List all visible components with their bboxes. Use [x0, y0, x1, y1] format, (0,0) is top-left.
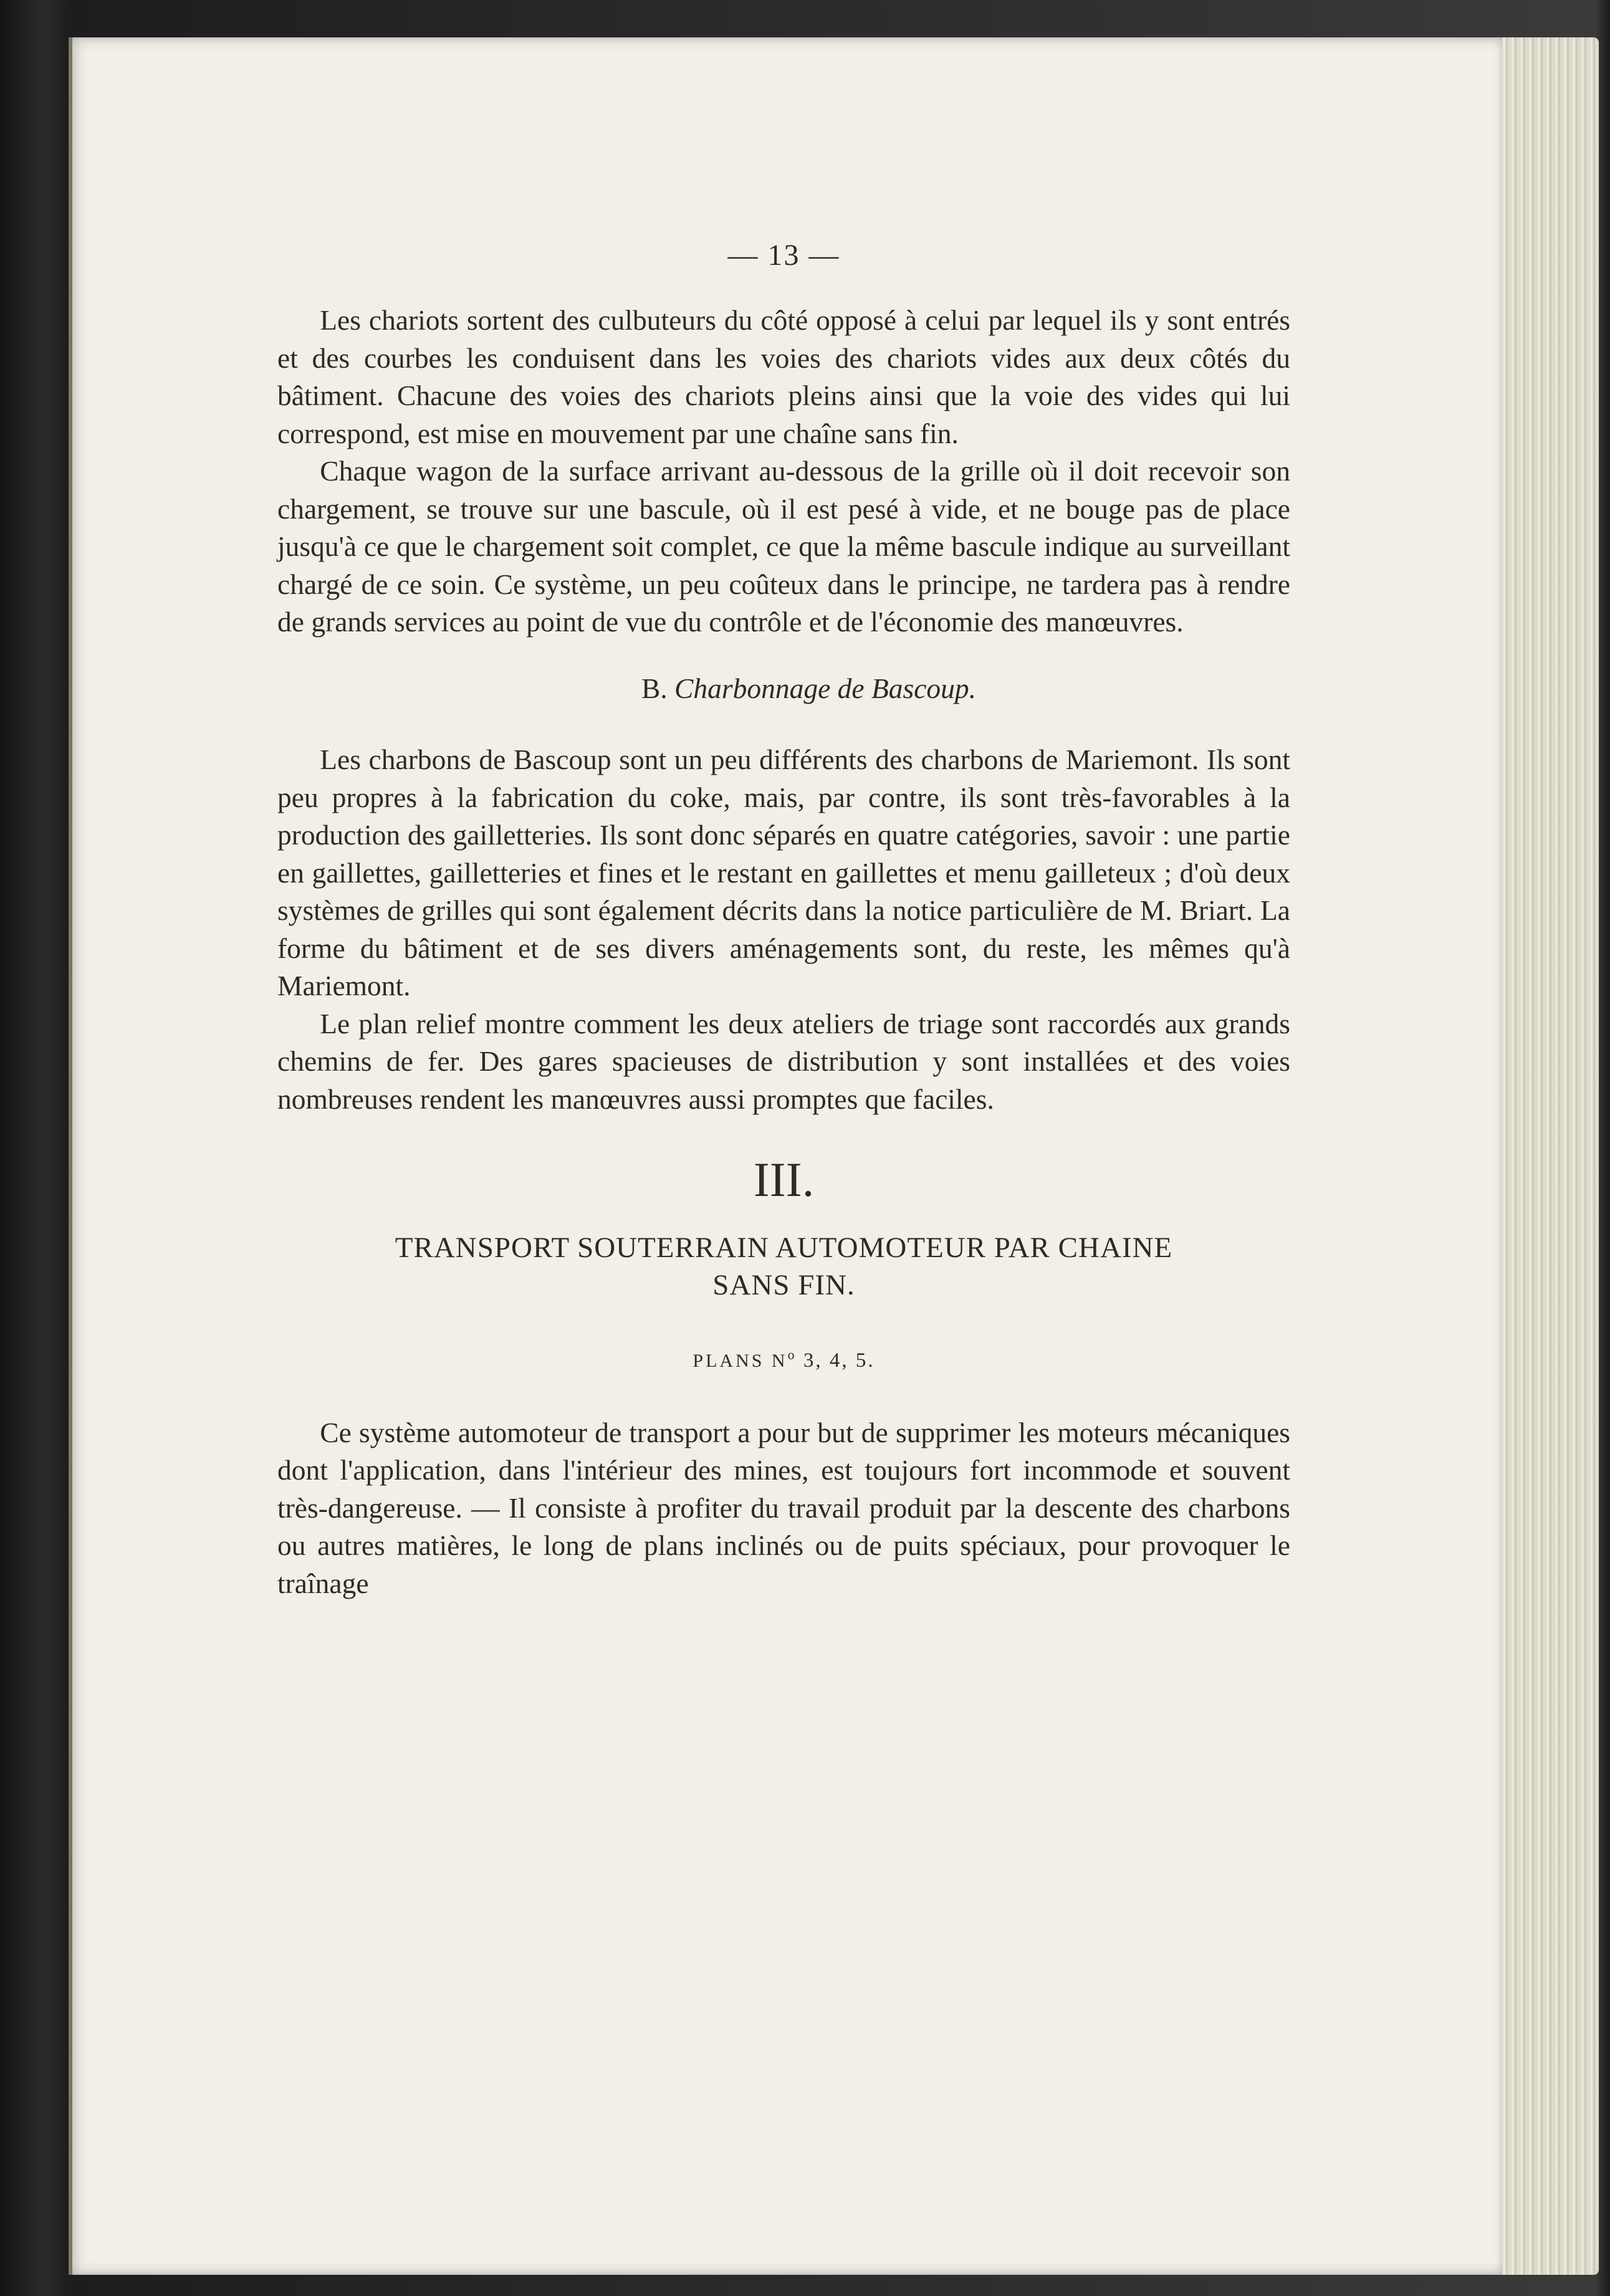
- plans-superscript: o: [787, 1347, 797, 1362]
- plans-numbers: 3, 4, 5.: [803, 1349, 875, 1372]
- plans-reference: [277, 1336, 1290, 1380]
- paragraph-chariots: Les chariots sortent des culbuteurs du côté opposé à celui par lequel ils y sont entrés et des courbes les conduisent dans les voies des chariots vides aux deux côtés du bâtiment. Chacune des voies des chariots pleins ainsi que la voie des vides qui lui correspond, est mise en mouvement par une chaîne sans fin.: [277, 304, 1290, 449]
- section-letter: B.: [641, 672, 668, 704]
- binding-edge: [69, 37, 72, 2275]
- section-heading-bascoup: [277, 670, 1290, 708]
- chapter-title-line-2: SANS FIN.: [712, 1269, 855, 1301]
- chapter-title-line-1: TRANSPORT SOUTERRAIN AUTOMOTEUR PAR CHAINE: [395, 1232, 1173, 1264]
- section-title: Charbonnage de Bascoup.: [674, 672, 977, 704]
- page-number: — 13 —: [727, 239, 840, 272]
- plans-label: PLANS N: [692, 1351, 788, 1371]
- paragraph-plan-relief: Le plan relief montre comment les deux ateliers de triage sont raccordés aux grands chemins de fer. Des gares spacieuses de distribution y sont installées et des voies nombreuses rendent les manœuvres aussi promptes que faciles.: [277, 1007, 1290, 1115]
- text-block: [277, 237, 1290, 1602]
- paragraph-wagon-bascule: Chaque wagon de la surface arrivant au-dessous de la grille où il doit recevoir son chargement, se trouve sur une bascule, où il est pesé à vide, et ne bouge pas de place jusqu'à ce que le chargement soit complet, ce que la même bascule indique au surveillant chargé de ce soin. Ce système, un peu coûteux dans le principe, ne tardera pas à rendre de grands services au point de vue du contrôle et de l'économie des manœuvres.: [277, 455, 1290, 638]
- paragraph-charbons-bascoup: Les charbons de Bascoup sont un peu différents des charbons de Mariemont. Ils sont peu propres à la fabrication du coke, mais, par contre, ils sont très-favorables à la production des gailletteries. Ils sont donc séparés en quatre catégories, savoir : une partie en gaillettes, gailletteries et fines et le restant en gaillettes et menu gailleteux ; d'où deux systèmes de grilles qui sont également décrits dans la notice particulière de M. Briart. La forme du bâtiment et de ses divers aménagements sont, du reste, les mêmes qu'à Mariemont.: [277, 744, 1290, 1002]
- chapter-numeral: III.: [753, 1152, 815, 1207]
- paragraph-systeme-automoteur: Ce système automoteur de transport a pour but de supprimer les moteurs mécaniques dont l'application, dans l'intérieur des mines, est toujours fort incommode et souvent très-dangereuse. — Il consiste à profiter du travail produit par la descente des charbons ou autres matières, le long de plans inclinés ou de puits spéciaux, pour provoquer le traînage: [277, 1416, 1290, 1599]
